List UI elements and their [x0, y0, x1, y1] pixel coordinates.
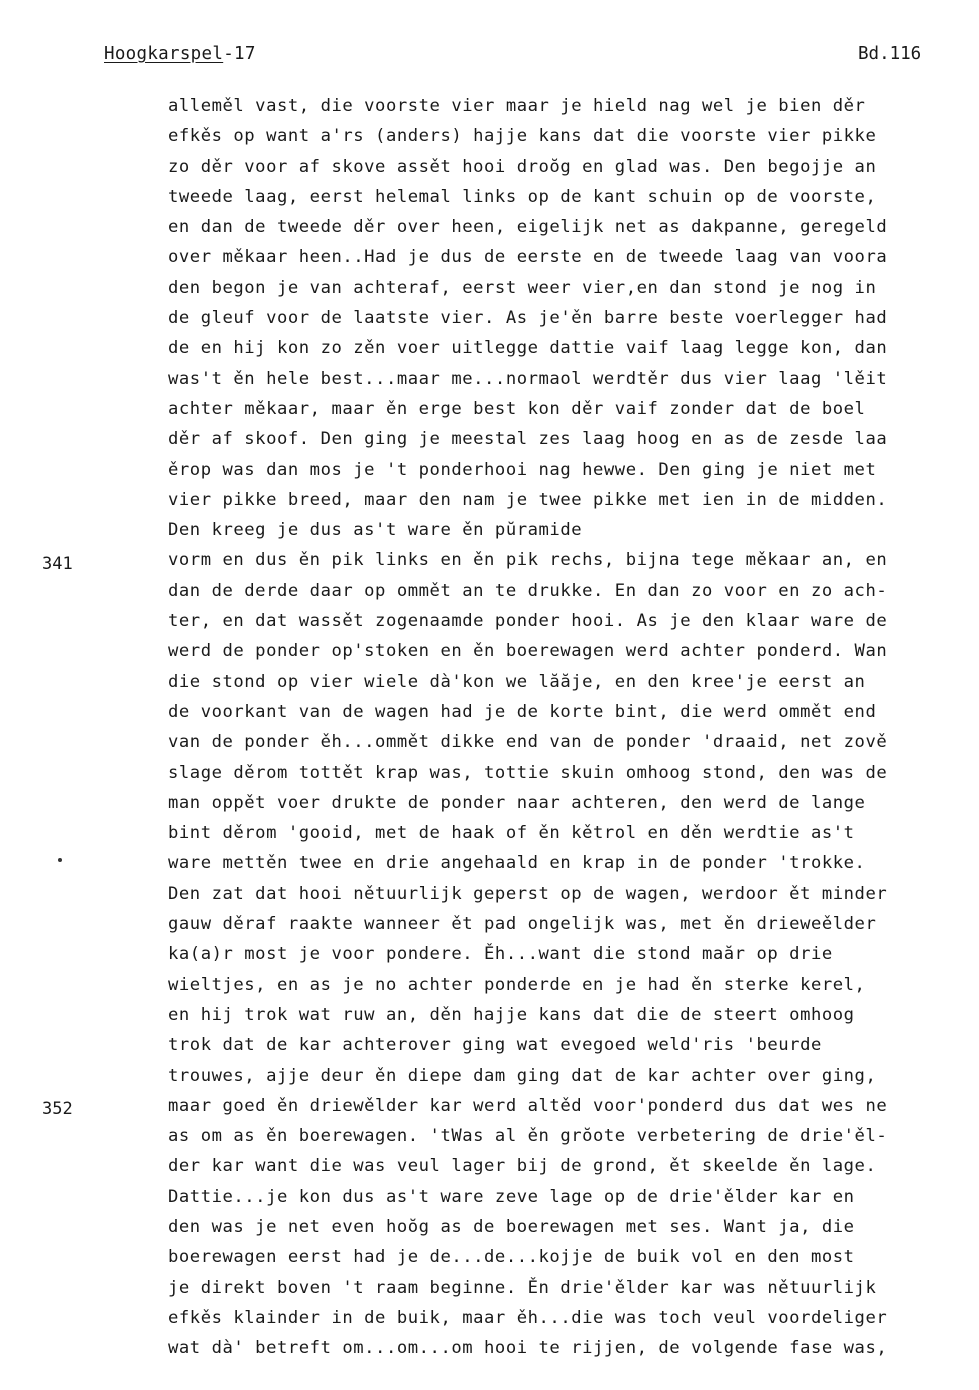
- text-line: děr af skoof. Den ging je meestal zes laag hoog en as de zesde laa: [168, 429, 888, 450]
- text-line: wieltjes, en as je no achter ponderde en je had ěn sterke kerel,: [168, 974, 866, 995]
- text-line: bint děrom 'gooid, met de haak of ěn kětrol en děn werdtie as't: [168, 823, 855, 844]
- text-line: ka(a)r most je voor pondere. Ěh...want die stond maăr op drie: [168, 944, 833, 965]
- text-line: de voorkant van de wagen had je de korte bint, die werd ommět end: [168, 701, 877, 722]
- text-line: ěrop was dan mos je 't ponderhooi nag hewwe. Den ging je niet met: [168, 459, 877, 480]
- text-line: maar goed ěn driewělder kar werd altěd voor'ponderd dus dat wes ne: [168, 1095, 888, 1116]
- text-line: en hij trok wat ruw an, děn hajje kans dat die de steert omhoog: [168, 1004, 855, 1025]
- text-line: trouwes, ajje deur ěn diepe dam ging dat de kar achter over ging,: [168, 1065, 877, 1086]
- text-line: de gleuf voor de laatste vier. As je'ěn barre beste voerlegger had: [168, 308, 888, 329]
- text-line: en dan de tweede děr over heen, eigelijk net as dakpanne, geregeld: [168, 217, 888, 238]
- header-page-number: -17: [223, 44, 256, 64]
- volume-reference: Bd.116: [858, 44, 922, 64]
- text-line: der kar want die was veul lager bij de grond, ět skeelde ěn lage.: [168, 1156, 877, 1177]
- text-line: trok dat de kar achterover ging wat evegoed weld'ris 'beurde: [168, 1035, 822, 1056]
- text-line: Den kreeg je dus as't ware ěn pŭramide: [168, 520, 583, 541]
- text-line: vorm en dus ěn pik links en ěn pik rechs, bijna tege měkaar an, en: [168, 550, 888, 571]
- header-place-name: Hoogkarspel: [104, 44, 224, 64]
- text-line: zo děr voor af skove assět hooi droŏg en glad was. Den begojje an: [168, 156, 877, 177]
- text-line: die stond op vier wiele dà'kon we lăăje, en den kree'je eerst an: [168, 671, 866, 692]
- text-line: alleměl vast, die voorste vier maar je hield nag wel je bien děr: [168, 96, 866, 116]
- margin-line-number-352: 352: [42, 1099, 73, 1119]
- text-line: boerewagen eerst had je de...de...kojje de buik vol en den most: [168, 1247, 855, 1268]
- text-line: gauw děraf raakte wanneer ět pad ongelijk was, met ěn drieweělder: [168, 914, 877, 935]
- text-line: over měkaar heen..Had je dus de eerste en de tweede laag van voora: [168, 247, 888, 268]
- text-line: Dattie...je kon dus as't ware zeve lage op de drie'ělder kar en: [168, 1186, 855, 1207]
- text-line: was't ěn hele best...maar me...normaol werdtěr dus vier laag 'lěit: [168, 368, 888, 389]
- text-line: de en hij kon zo zěn voer uitlegge dattie vaif laag legge kon, dan: [168, 338, 888, 359]
- text-line: werd de ponder op'stoken en ěn boerewagen werd achter ponderd. Wan: [168, 641, 888, 662]
- text-line: vier pikke breed, maar den nam je twee pikke met ien in de midden.: [168, 489, 888, 510]
- text-line: efkěs op want a'rs (anders) hajje kans dat die voorste vier pikke: [168, 126, 877, 147]
- margin-line-number-341: 341: [42, 554, 73, 574]
- text-line: wat dà' betreft om...om...om hooi te rijjen, de volgende fase was,: [168, 1338, 888, 1359]
- text-line: Den zat dat hooi nětuurlijk geperst op de wagen, werdoor ět minder: [168, 883, 888, 904]
- margin-dot-mark: [58, 858, 62, 862]
- document-header-title: [104, 44, 256, 64]
- text-line: dan de derde daar op ommět an te drukke. En dan zo voor en zo ach-: [168, 580, 888, 601]
- text-line: tweede laag, eerst helemal links op de kant schuin op de voorste,: [168, 186, 877, 207]
- text-line: ter, en dat wassět zogenaamde ponder hooi. As je den klaar ware de: [168, 611, 888, 632]
- text-line: je direkt boven 't raam beginne. Ěn drie'ělder kar was nětuurlijk: [168, 1277, 877, 1298]
- text-line: efkěs klainder in de buik, maar ěh...die was toch veul voordeliger: [168, 1307, 888, 1328]
- text-line: den was je net even hoŏg as de boerewagen met ses. Want ja, die: [168, 1216, 855, 1237]
- text-line: van de ponder ěh...ommět dikke end van de ponder 'draaid, net zově: [168, 732, 888, 753]
- text-line: as om as ěn boerewagen. 'tWas al ěn grŏote verbetering de drie'ěl-: [168, 1126, 888, 1147]
- text-line: slage děrom tottět krap was, tottie skuin omhoog stond, den was de: [168, 762, 888, 783]
- text-line: man oppět voer drukte de ponder naar achteren, den werd de lange: [168, 792, 866, 813]
- text-line: ware mettěn twee en drie angehaald en krap in de ponder 'trokke.: [168, 853, 866, 874]
- text-line: den begon je van achteraf, eerst weer vier,en dan stond je nog in: [168, 277, 877, 298]
- text-line: achter měkaar, maar ěn erge best kon děr vaif zonder dat de boel: [168, 398, 866, 419]
- transcript-body: [168, 91, 979, 1363]
